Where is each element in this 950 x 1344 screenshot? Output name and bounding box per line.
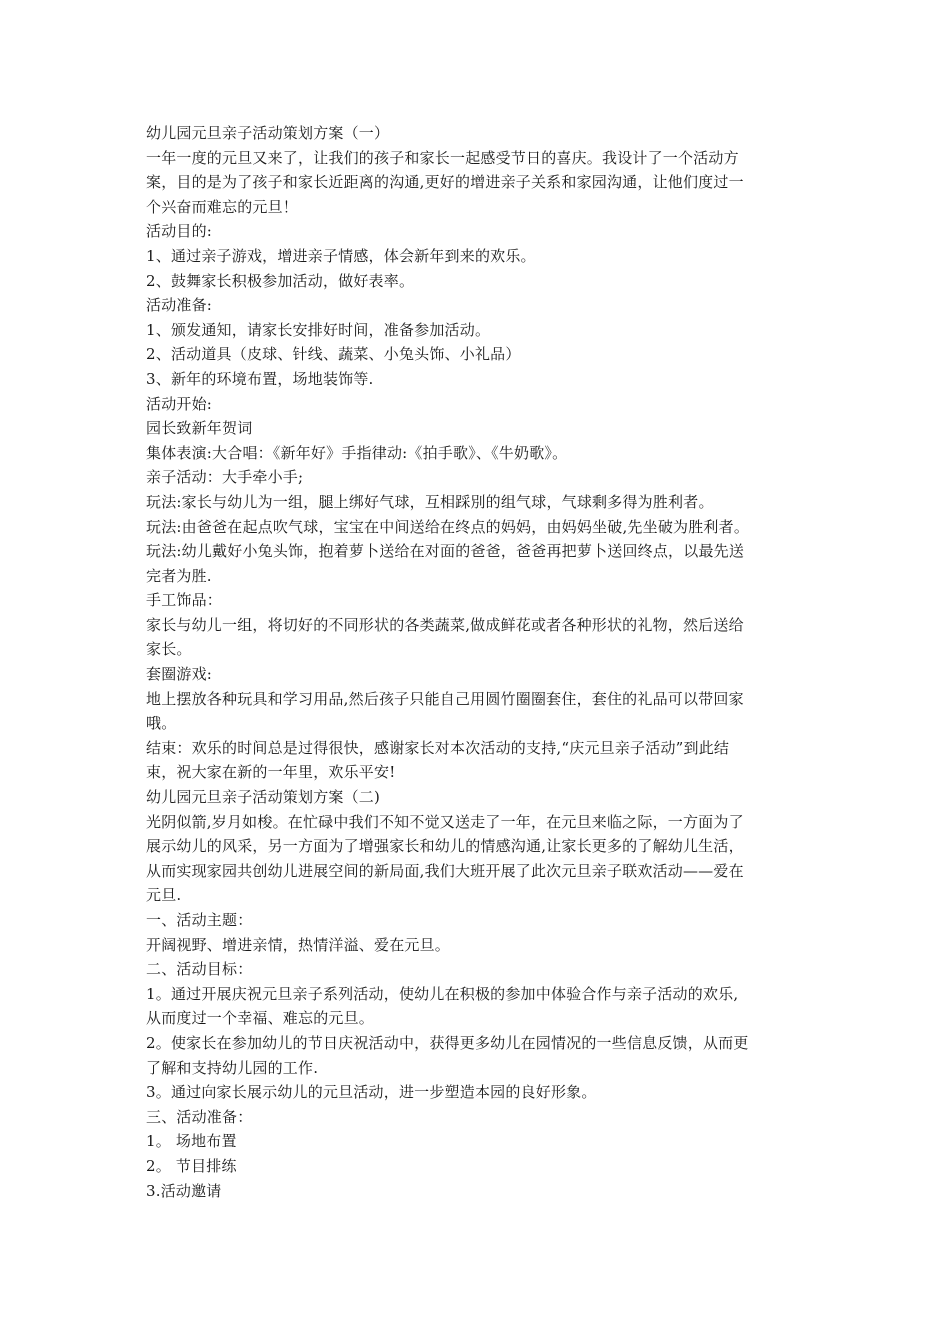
paragraph-line: 展示幼儿的风采，另一方面为了增强家长和幼儿的情感沟通,让家长更多的了解幼儿生活， xyxy=(146,837,744,856)
paragraph-line: 玩法:幼儿戴好小兔头饰，抱着萝卜送给在对面的爸爸，爸爸再把萝卜送回终点，以最先送 xyxy=(146,542,745,561)
section-heading: 手工饰品： xyxy=(146,591,223,610)
list-item: 1。 场地布置 xyxy=(146,1132,237,1151)
document-page xyxy=(146,121,814,1203)
paragraph-line: 集体表演:大合唱：《新年好》手指律动:《拍手歌》、《牛奶歌》。 xyxy=(146,443,568,462)
paragraph-line: 地上摆放各种玩具和学习用品,然后孩子只能自己用圆竹圈圈套住，套住的礼品可以带回家 xyxy=(146,689,744,708)
section-heading: 活动目的: xyxy=(146,222,213,241)
list-item: 2、鼓舞家长积极参加活动，做好表率。 xyxy=(146,271,415,290)
list-item: 3。通过向家长展示幼儿的元旦活动，进一步塑造本园的良好形象。 xyxy=(146,1083,597,1102)
paragraph-line: 开阔视野、增进亲情，热情洋溢、爱在元旦。 xyxy=(146,935,451,954)
list-item: 2、活动道具（皮球、针线、蔬菜、小兔头饰、小礼品） xyxy=(146,345,521,364)
list-item: 2。 节目排练 xyxy=(146,1156,237,1175)
paragraph-line: 园长致新年贺词 xyxy=(146,419,253,438)
paragraph-line: 一年一度的元旦又来了，让我们的孩子和家长一起感受节日的喜庆。我设计了一个活动方 xyxy=(146,148,739,167)
paragraph-line: 亲子活动：大手牵小手; xyxy=(146,468,304,487)
paragraph-line: 个兴奋而难忘的元旦！ xyxy=(146,197,299,216)
list-item: 3、新年的环境布置，场地装饰等. xyxy=(146,369,374,388)
list-item: 1、通过亲子游戏，增进亲子情感，体会新年到来的欢乐。 xyxy=(146,246,536,265)
list-item: 从而度过一个幸福、难忘的元旦。 xyxy=(146,1009,375,1028)
paragraph-line: 从而实现家园共创幼儿进展空间的新局面,我们大班开展了此次元旦亲子联欢活动——爱在 xyxy=(146,861,744,880)
section-heading: 三、活动准备： xyxy=(146,1107,253,1126)
paragraph-line: 结束：欢乐的时间总是过得很快，感谢家长对本次活动的支持,“庆元旦亲子活动”到此结 xyxy=(146,738,730,757)
paragraph-line: 家长与幼儿一组，将切好的不同形状的各类蔬菜,做成鲜花或者各种形状的礼物，然后送给 xyxy=(146,615,744,634)
paragraph-line: 元旦. xyxy=(146,886,182,905)
section-heading: 二、活动目标： xyxy=(146,960,253,979)
list-item: 1。通过开展庆祝元旦亲子系列活动，使幼儿在积极的参加中体验合作与亲子活动的欢乐, xyxy=(146,984,739,1003)
paragraph-line: 玩法:由爸爸在起点吹气球，宝宝在中间送给在终点的妈妈，由妈妈坐破,先坐破为胜利者。 xyxy=(146,517,750,536)
section-heading: 一、活动主题： xyxy=(146,911,253,929)
section-heading: 活动开始: xyxy=(146,394,213,413)
paragraph-line: 案，目的是为了孩子和家长近距离的沟通,更好的增进亲子关系和家园沟通，让他们度过一 xyxy=(146,173,744,192)
paragraph-line: 完者为胜. xyxy=(146,566,212,585)
list-item: 3.活动邀请 xyxy=(146,1181,222,1200)
list-item: 1、颁发通知，请家长安排好时间，准备参加活动。 xyxy=(146,320,491,339)
paragraph-line: 哦。 xyxy=(146,714,177,733)
paragraph-line: 束，祝大家在新的一年里，欢乐平安! xyxy=(146,763,396,782)
section-heading: 套圈游戏: xyxy=(146,665,213,684)
section-heading: 活动准备: xyxy=(146,296,213,315)
list-item: 2。使家长在参加幼儿的节日庆祝活动中，获得更多幼儿在园情况的一些信息反馈，从而更 xyxy=(146,1033,749,1052)
paragraph-line: 家长。 xyxy=(146,640,192,659)
document-title: 幼儿园元旦亲子活动策划方案（二) xyxy=(146,788,381,807)
document-title: 幼儿园元旦亲子活动策划方案（一） xyxy=(146,124,390,142)
list-item: 了解和支持幼儿园的工作. xyxy=(146,1058,319,1077)
paragraph-line: 光阴似箭,岁月如梭。在忙碌中我们不知不觉又送走了一年，在元旦来临之际，一方面为了 xyxy=(146,812,744,831)
paragraph-line: 玩法:家长与幼儿为一组，腿上绑好气球，互相踩別的组气球，气球剩多得为胜利者。 xyxy=(146,492,714,511)
